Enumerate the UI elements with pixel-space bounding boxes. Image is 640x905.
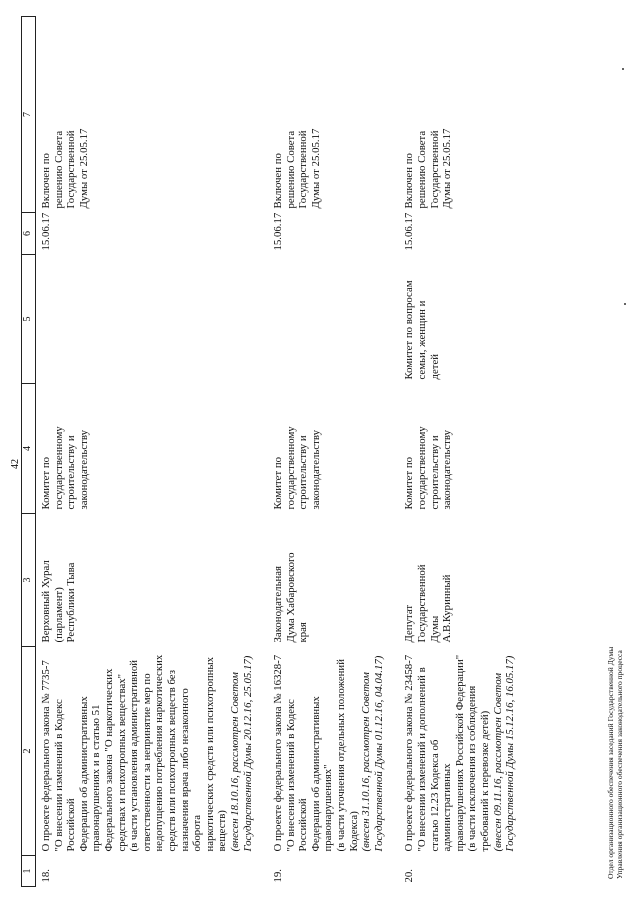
committee-line: строительству и xyxy=(428,435,441,510)
title-line: недопущению потребления наркотических xyxy=(153,654,166,852)
initiator-line: Законодательная xyxy=(272,565,285,643)
responsible-committee xyxy=(399,384,530,514)
bills-table xyxy=(21,16,531,887)
title-line: правонарушениях и в статью 51 xyxy=(90,704,103,852)
initiator-line: Дума Хабаровского xyxy=(284,552,297,643)
row-number: 20. xyxy=(403,869,416,883)
committee-line: законодательству xyxy=(309,430,322,510)
initiator-line: (парламент) xyxy=(52,587,65,643)
inclusion-basis xyxy=(36,17,269,213)
title-line: наркотических средств или психотропных xyxy=(203,656,216,852)
initiator-line: Депутат xyxy=(403,604,416,643)
col-header-3: 3 xyxy=(22,514,36,647)
committee-line: государственному xyxy=(284,426,297,510)
initiator xyxy=(36,514,269,647)
initiator-line: Государственной xyxy=(416,564,429,643)
title-line: (в части установления административной xyxy=(128,659,141,852)
co-committee-line: детей xyxy=(428,353,441,380)
row-number: 18. xyxy=(40,869,52,883)
committee-line: государственному xyxy=(52,426,65,510)
review-date: 15.06.17 xyxy=(40,212,52,251)
footer xyxy=(606,647,624,879)
col-header-5: 5 xyxy=(22,255,36,384)
decision-line: Включен по xyxy=(40,153,52,209)
title-line: "О внесении изменений в Кодекс Российской xyxy=(52,699,78,852)
title-line: (в части исключения из соблюдения xyxy=(466,685,479,852)
responsible-committee xyxy=(268,384,399,514)
inclusion-basis xyxy=(268,17,399,213)
bill-note-line: (внесен 31.10.16, рассмотрен Советом xyxy=(360,672,373,852)
header-row xyxy=(22,17,36,887)
col-header-4: 4 xyxy=(22,384,36,514)
title-line: веществ) xyxy=(216,810,229,852)
decision-line: Думы от 25.05.17 xyxy=(309,128,322,209)
initiator xyxy=(268,514,399,647)
decision-line: Включен по xyxy=(403,153,416,209)
title-line: статью 12.23 Кодекса об административных xyxy=(428,739,454,852)
title-line: О проекте федерального закона № 23458-7 xyxy=(403,654,416,852)
initiator-line: Верховный Хурал xyxy=(40,560,52,643)
decision-line: решению Совета xyxy=(284,130,297,209)
col-header-2: 2 xyxy=(22,647,36,856)
initiator-line: края xyxy=(297,622,310,643)
co-committee xyxy=(36,255,269,384)
committee-line: законодательству xyxy=(441,430,454,510)
co-committee xyxy=(268,255,399,384)
decision-line: Государственной xyxy=(65,130,78,209)
committee-line: Комитет по xyxy=(272,456,285,510)
initiator-line: Республики Тыва xyxy=(65,562,78,643)
co-committee-line: семьи, женщин и xyxy=(416,300,429,380)
bill-title xyxy=(36,647,269,856)
co-committee xyxy=(399,255,530,384)
decision-line: Включен по xyxy=(272,153,285,209)
table-row xyxy=(399,17,530,887)
scan-speck xyxy=(622,68,624,70)
table-row xyxy=(36,17,269,887)
decision-line: решению Совета xyxy=(416,130,429,209)
committee-line: государственному xyxy=(416,426,429,510)
col-header-6: 6 xyxy=(22,213,36,255)
decision-line: решению Совета xyxy=(52,130,65,209)
title-line: Федерации об административных xyxy=(77,696,90,852)
bill-title xyxy=(268,647,399,856)
title-line: правонарушениях Российской Федерации" xyxy=(453,654,466,852)
co-committee-line: Комитет по вопросам xyxy=(403,280,416,380)
bill-title xyxy=(399,647,530,856)
decision-line: Думы от 25.05.17 xyxy=(441,128,454,209)
bill-note-line: Государственной Думы 15.12.16, 16.05.17) xyxy=(504,655,517,852)
footer-line: Управления организационного обеспечения законодательного процесса xyxy=(615,650,624,879)
bill-note-line: Государственной Думы 01.12.16, 04.04.17) xyxy=(372,655,385,852)
decision-line: Думы от 25.05.17 xyxy=(77,128,90,209)
responsible-committee xyxy=(36,384,269,514)
title-line: О проекте федерального закона № 16328-7 xyxy=(272,654,285,852)
title-line: средствах и психотропных веществах" xyxy=(115,673,128,852)
title-line: Федерального закона "О наркотических xyxy=(102,668,115,852)
bill-note-line: (внесен 18.10.16, рассмотрен Советом xyxy=(228,672,241,852)
initiator xyxy=(399,514,530,647)
title-line: О проекте федерального закона № 7735-7 xyxy=(40,660,52,852)
title-line: "О внесении изменений в Кодекс Российской xyxy=(284,699,310,852)
col-header-7: 7 xyxy=(22,17,36,213)
title-line: назначения врача либо незаконного оборота xyxy=(178,688,204,852)
title-line: Федерации об административных xyxy=(309,696,322,852)
title-line: средств или психотропных веществ без xyxy=(165,670,178,852)
committee-line: Комитет по xyxy=(40,456,52,510)
decision-line: Государственной xyxy=(297,130,310,209)
table-row xyxy=(268,17,399,887)
bill-note-line: (внесен 09.11.16, рассмотрен Советом xyxy=(491,672,504,852)
decision-line: Государственной xyxy=(428,130,441,209)
scan-speck xyxy=(624,303,626,305)
col-header-1: 1 xyxy=(22,856,36,887)
initiator-line: Думы xyxy=(428,615,441,643)
row-number: 19. xyxy=(272,869,285,883)
title-line: Кодекса) xyxy=(347,811,360,852)
title-line: ответственности за непринятие мер по xyxy=(140,673,153,852)
title-line: требований к перевозке детей) xyxy=(479,710,491,852)
review-date: 15.06.17 xyxy=(403,212,416,251)
committee-line: Комитет по xyxy=(403,456,416,510)
bill-note-line: Государственной Думы 20.12.16, 25.05.17) xyxy=(241,655,254,852)
committee-line: строительству и xyxy=(297,435,310,510)
committee-line: строительству и xyxy=(65,435,78,510)
initiator-line: А.В.Куринный xyxy=(441,574,454,643)
page-number: 42 xyxy=(10,459,21,469)
committee-line: законодательству xyxy=(77,430,90,510)
inclusion-basis xyxy=(399,17,530,213)
review-date: 15.06.17 xyxy=(272,212,285,251)
title-line: (в части уточнения отдельных положений xyxy=(335,659,348,852)
footer-line: Отдел организационного обеспечения заседаний Государственной Думы xyxy=(606,646,615,879)
title-line: "О внесении изменений и дополнений в xyxy=(416,667,429,852)
title-line: правонарушениях" xyxy=(322,764,335,852)
